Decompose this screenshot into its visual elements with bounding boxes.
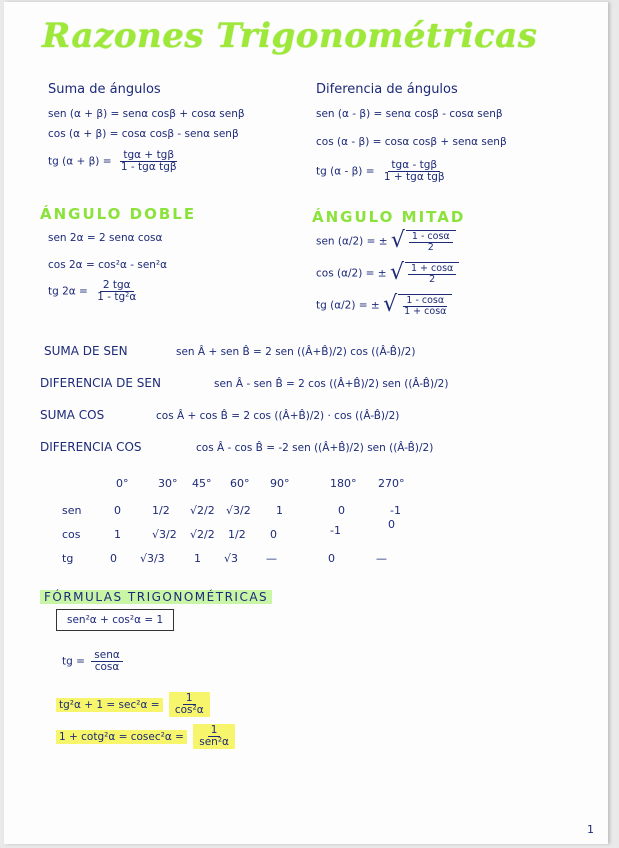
sum-tg-left: tg (α + β) = [48, 155, 112, 168]
table-cell: 0 [110, 552, 117, 565]
cosecant-identity [56, 724, 238, 749]
sum-tg-numerator: tgα + tgβ [120, 150, 177, 162]
table-cell: -1 [330, 524, 341, 537]
double-tg-numerator: 2 tgα [100, 280, 134, 292]
sum-sen-formula: sen (α + β) = senα cosβ + cosα senβ [48, 108, 245, 120]
notebook-page [4, 2, 608, 844]
table-cell: -1 [390, 504, 401, 517]
angle-header-45: 45° [192, 477, 212, 490]
formulas-heading-text: FÓRMULAS TRIGONOMÉTRICAS [40, 590, 272, 604]
double-cos-formula: cos 2α = cos²α - sen²α [48, 259, 168, 271]
table-cell: — [376, 552, 387, 565]
row-label-tg: tg [62, 552, 74, 565]
table-cell: 0 [270, 528, 277, 541]
diff-cos-product-formula: cos Â - cos B̂ = -2 sen ((Â+B̂)/2) sen ((Â-B̂)/2) [196, 442, 434, 454]
table-cell: 1/2 [228, 528, 246, 541]
page-title: Razones Trigonométricas [42, 16, 538, 56]
cosecant-left: 1 + cotg²α = cosec²α = [56, 730, 187, 744]
tangent-left: tg = [62, 655, 85, 668]
pythagorean-identity-box: sen²α + cos²α = 1 [56, 609, 174, 631]
angle-header-60: 60° [230, 477, 250, 490]
angle-header-30: 30° [158, 477, 178, 490]
half-sen-formula: sen (α/2) = ± √ $\frac{1 - \cos\alpha}{2}$ [316, 230, 456, 253]
cosecant-numerator: 1 [208, 725, 221, 737]
sum-sen-label: SUMA DE SEN [44, 344, 128, 358]
half-sen-numerator: 1 - cosα [409, 232, 453, 243]
pythagorean-identity [56, 614, 174, 626]
table-cell: 1 [276, 504, 283, 517]
diff-tg-numerator: tgα - tgβ [388, 160, 440, 172]
diff-heading: Diferencia de ángulos [316, 82, 458, 97]
half-sen-denominator: 2 [427, 241, 434, 253]
table-cell: 0 [114, 504, 121, 517]
diff-sen-label: DIFERENCIA DE SEN [40, 376, 161, 390]
half-angle-heading: ÁNGULO MITAD [312, 208, 466, 226]
table-cell: √3/2 [226, 504, 251, 517]
double-angle-heading: ÁNGULO DOBLE [40, 205, 197, 223]
table-cell: √2/2 [190, 528, 215, 541]
sum-cos-formula: cos (α + β) = cosα cosβ - senα senβ [48, 128, 239, 140]
notable-angles-table [4, 2, 608, 602]
sum-cos-label: SUMA COS [40, 408, 105, 422]
diff-cos-formula: cos (α - β) = cosα cosβ + senα senβ [316, 136, 507, 148]
secant-identity [56, 692, 213, 717]
sum-tg-denominator: 1 - tgα tgβ [120, 161, 177, 174]
tangent-numerator: senα [91, 650, 123, 662]
double-tg-denominator: 1 - tg²α [97, 291, 137, 304]
table-cell: 0 [338, 504, 345, 517]
half-sen-left: sen (α/2) = ± [316, 235, 388, 248]
table-cell: 1 [114, 528, 121, 541]
page-number: 1 [587, 823, 594, 836]
secant-denominator: cos²α [174, 704, 204, 717]
table-cell: 0 [388, 518, 395, 531]
row-label-cos: cos [62, 528, 81, 541]
diff-cos-label: DIFERENCIA COS [40, 440, 142, 454]
half-cos-denominator: 2 [429, 273, 436, 285]
tangent-definition [62, 650, 126, 673]
half-tg-formula: tg (α/2) = ± √ $\frac{1 - \cos\alpha}{1 + \cos\alpha}$ [316, 294, 452, 317]
half-tg-denominator: 1 + cosα [404, 305, 447, 317]
half-cos-numerator: 1 + cosα [408, 264, 456, 275]
angle-header-90: 90° [270, 477, 290, 490]
sum-sen-product-formula: sen Â + sen B̂ = 2 sen ((Â+B̂)/2) cos ((Â-B̂)/2) [176, 346, 416, 358]
diff-tg-denominator: 1 + tgα tgβ [383, 171, 445, 184]
table-cell: √3/3 [140, 552, 165, 565]
secant-left: tg²α + 1 = sec²α = [56, 698, 163, 712]
diff-sen-formula: sen (α - β) = senα cosβ - cosα senβ [316, 108, 503, 120]
double-sen-formula: sen 2α = 2 senα cosα [48, 232, 163, 244]
formulas-heading [40, 590, 272, 604]
angle-header-180: 180° [330, 477, 357, 490]
table-cell: 1 [194, 552, 201, 565]
tangent-denominator: cosα [94, 661, 120, 674]
half-cos-left: cos (α/2) = ± [316, 267, 387, 280]
double-tg-left: tg 2α = [48, 285, 88, 298]
angle-header-270: 270° [378, 477, 405, 490]
table-cell: √3 [224, 552, 239, 565]
table-cell: √3/2 [152, 528, 177, 541]
diff-sen-product-formula: sen Â - sen B̂ = 2 cos ((Â+B̂)/2) sen ((Â-B̂)/2) [214, 378, 449, 390]
angle-header-0: 0° [116, 477, 129, 490]
cosecant-denominator: sen²α [199, 736, 229, 749]
diff-tg-left: tg (α - β) = [316, 165, 375, 178]
table-cell: 1/2 [152, 504, 170, 517]
half-cos-formula: cos (α/2) = ± √ $\frac{1 + \cos\alpha}{2}$ [316, 262, 459, 285]
sum-heading: Suma de ángulos [48, 82, 161, 97]
table-cell: √2/2 [190, 504, 215, 517]
secant-numerator: 1 [183, 693, 196, 705]
table-cell: — [266, 552, 277, 565]
table-cell: 0 [328, 552, 335, 565]
row-label-sen: sen [62, 504, 82, 517]
half-tg-left: tg (α/2) = ± [316, 299, 380, 312]
half-tg-numerator: 1 - cosα [403, 296, 447, 307]
sum-cos-product-formula: cos Â + cos B̂ = 2 cos ((Â+B̂)/2) · cos ((Â-B̂)/2) [156, 410, 400, 422]
